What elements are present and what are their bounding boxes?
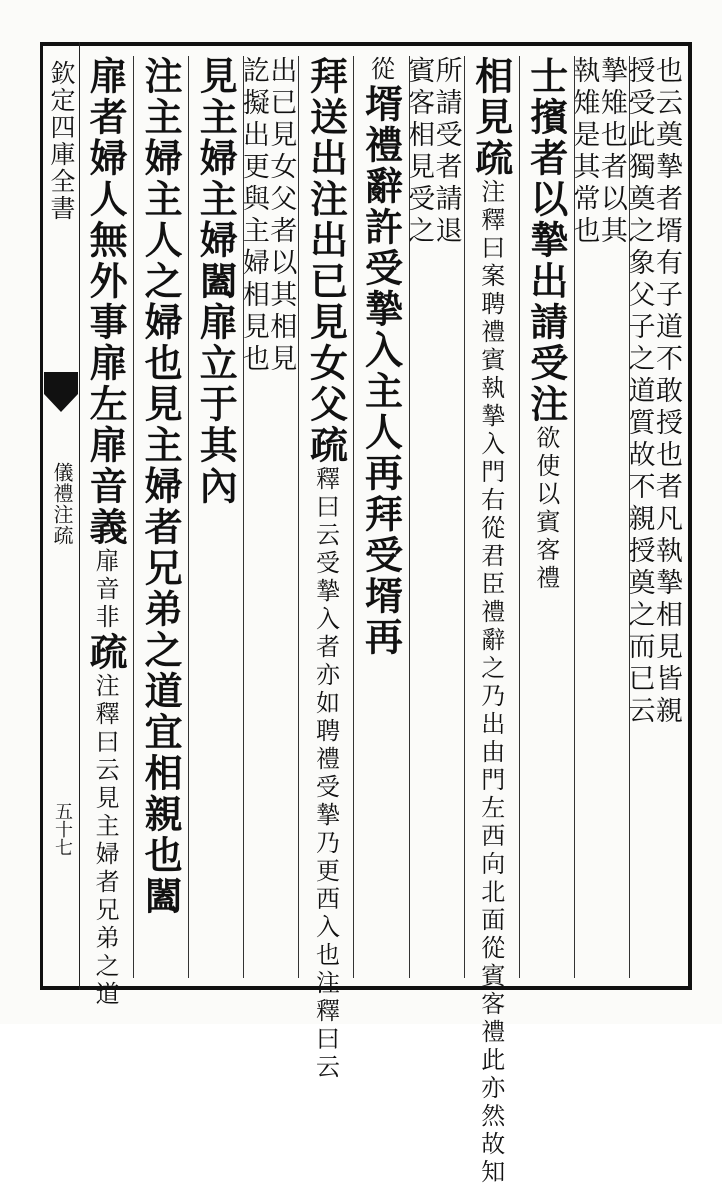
main-text-line bbox=[188, 56, 243, 978]
main-text-line bbox=[78, 56, 133, 1009]
commentary-segment: 從 bbox=[366, 56, 395, 84]
column-rule bbox=[409, 56, 410, 978]
text-column bbox=[298, 56, 353, 1082]
column-rule bbox=[243, 56, 244, 978]
fishtail-mark bbox=[44, 372, 78, 394]
center-fold-column bbox=[40, 42, 80, 990]
commentary-line: 授受此獨奠之象父子之道質故不親授奠之而已云 bbox=[623, 56, 655, 728]
column-rule bbox=[629, 56, 630, 978]
main-text-segment: 拜送出注出已見女父疏 bbox=[303, 56, 349, 466]
book-title: 儀禮注疏 bbox=[50, 462, 74, 546]
main-text-line bbox=[133, 56, 188, 978]
commentary-line: 所請受者請退 bbox=[430, 56, 462, 248]
commentary-line: 訖擬出更與主婦相見也 bbox=[237, 56, 269, 376]
commentary-segment: 釋曰云受摯入者亦如聘禮受摯乃更西入也注釋曰云 bbox=[311, 466, 340, 1082]
fishtail-mark-point bbox=[44, 394, 78, 412]
text-column bbox=[568, 56, 629, 978]
column-rule bbox=[464, 56, 465, 978]
commentary-segment: 注釋曰案聘禮賓執摯入門右從君臣禮辭之乃出由門左西向北面從賓客禮此亦然故知 bbox=[476, 179, 505, 1187]
text-column bbox=[623, 56, 684, 978]
commentary-segment: 欲使以賓客禮 bbox=[531, 425, 560, 593]
commentary-segment: 注釋曰云見主婦者兄弟之道 bbox=[91, 673, 120, 1009]
main-text-segment: 注主婦主人之婦也見主婦者兄弟之道宜相親也闔 bbox=[138, 56, 184, 917]
text-column bbox=[133, 56, 188, 978]
column-rule bbox=[574, 56, 575, 978]
column-rule bbox=[133, 56, 134, 978]
text-column bbox=[353, 56, 408, 978]
text-column bbox=[519, 56, 574, 978]
commentary-line: 賓客相見受之 bbox=[403, 56, 435, 248]
main-text-segment: 見主婦主婦闔扉立于其內 bbox=[193, 56, 239, 507]
main-text-line bbox=[464, 56, 519, 1187]
text-column bbox=[78, 56, 133, 1009]
collection-title: 欽定四庫全書 bbox=[47, 60, 76, 222]
column-rule bbox=[519, 56, 520, 978]
commentary-line: 執雉是其常也 bbox=[568, 56, 600, 248]
main-text-line bbox=[353, 56, 408, 978]
commentary-segment: 扉音非 bbox=[91, 548, 120, 632]
text-column bbox=[464, 56, 519, 1187]
commentary-line: 摯雉也者以其 bbox=[595, 56, 627, 248]
text-column bbox=[237, 56, 298, 978]
main-text-segment: 相見疏 bbox=[468, 56, 514, 179]
commentary-line: 也云奠摯者壻有子道不敢授也者凡執摯相見皆親 bbox=[650, 56, 682, 728]
page-number: 五十七 bbox=[52, 802, 73, 856]
main-text-segment: 士擯者以摯出請受注 bbox=[523, 56, 569, 425]
main-text-segment: 疏 bbox=[83, 632, 129, 673]
column-rule bbox=[353, 56, 354, 978]
commentary-line: 出已見女父者以其相見 bbox=[265, 56, 297, 376]
column-rule bbox=[188, 56, 189, 978]
column-rule bbox=[298, 56, 299, 978]
text-column bbox=[403, 56, 464, 978]
page-frame bbox=[40, 42, 692, 1187]
main-text-line bbox=[298, 56, 353, 1082]
text-column bbox=[188, 56, 243, 978]
main-text-segment: 扉者婦人無外事扉左扉音義 bbox=[83, 56, 129, 548]
main-text-segment: 壻禮辭許受摯入主人再拜受壻再 bbox=[358, 84, 404, 658]
main-text-line bbox=[519, 56, 574, 978]
